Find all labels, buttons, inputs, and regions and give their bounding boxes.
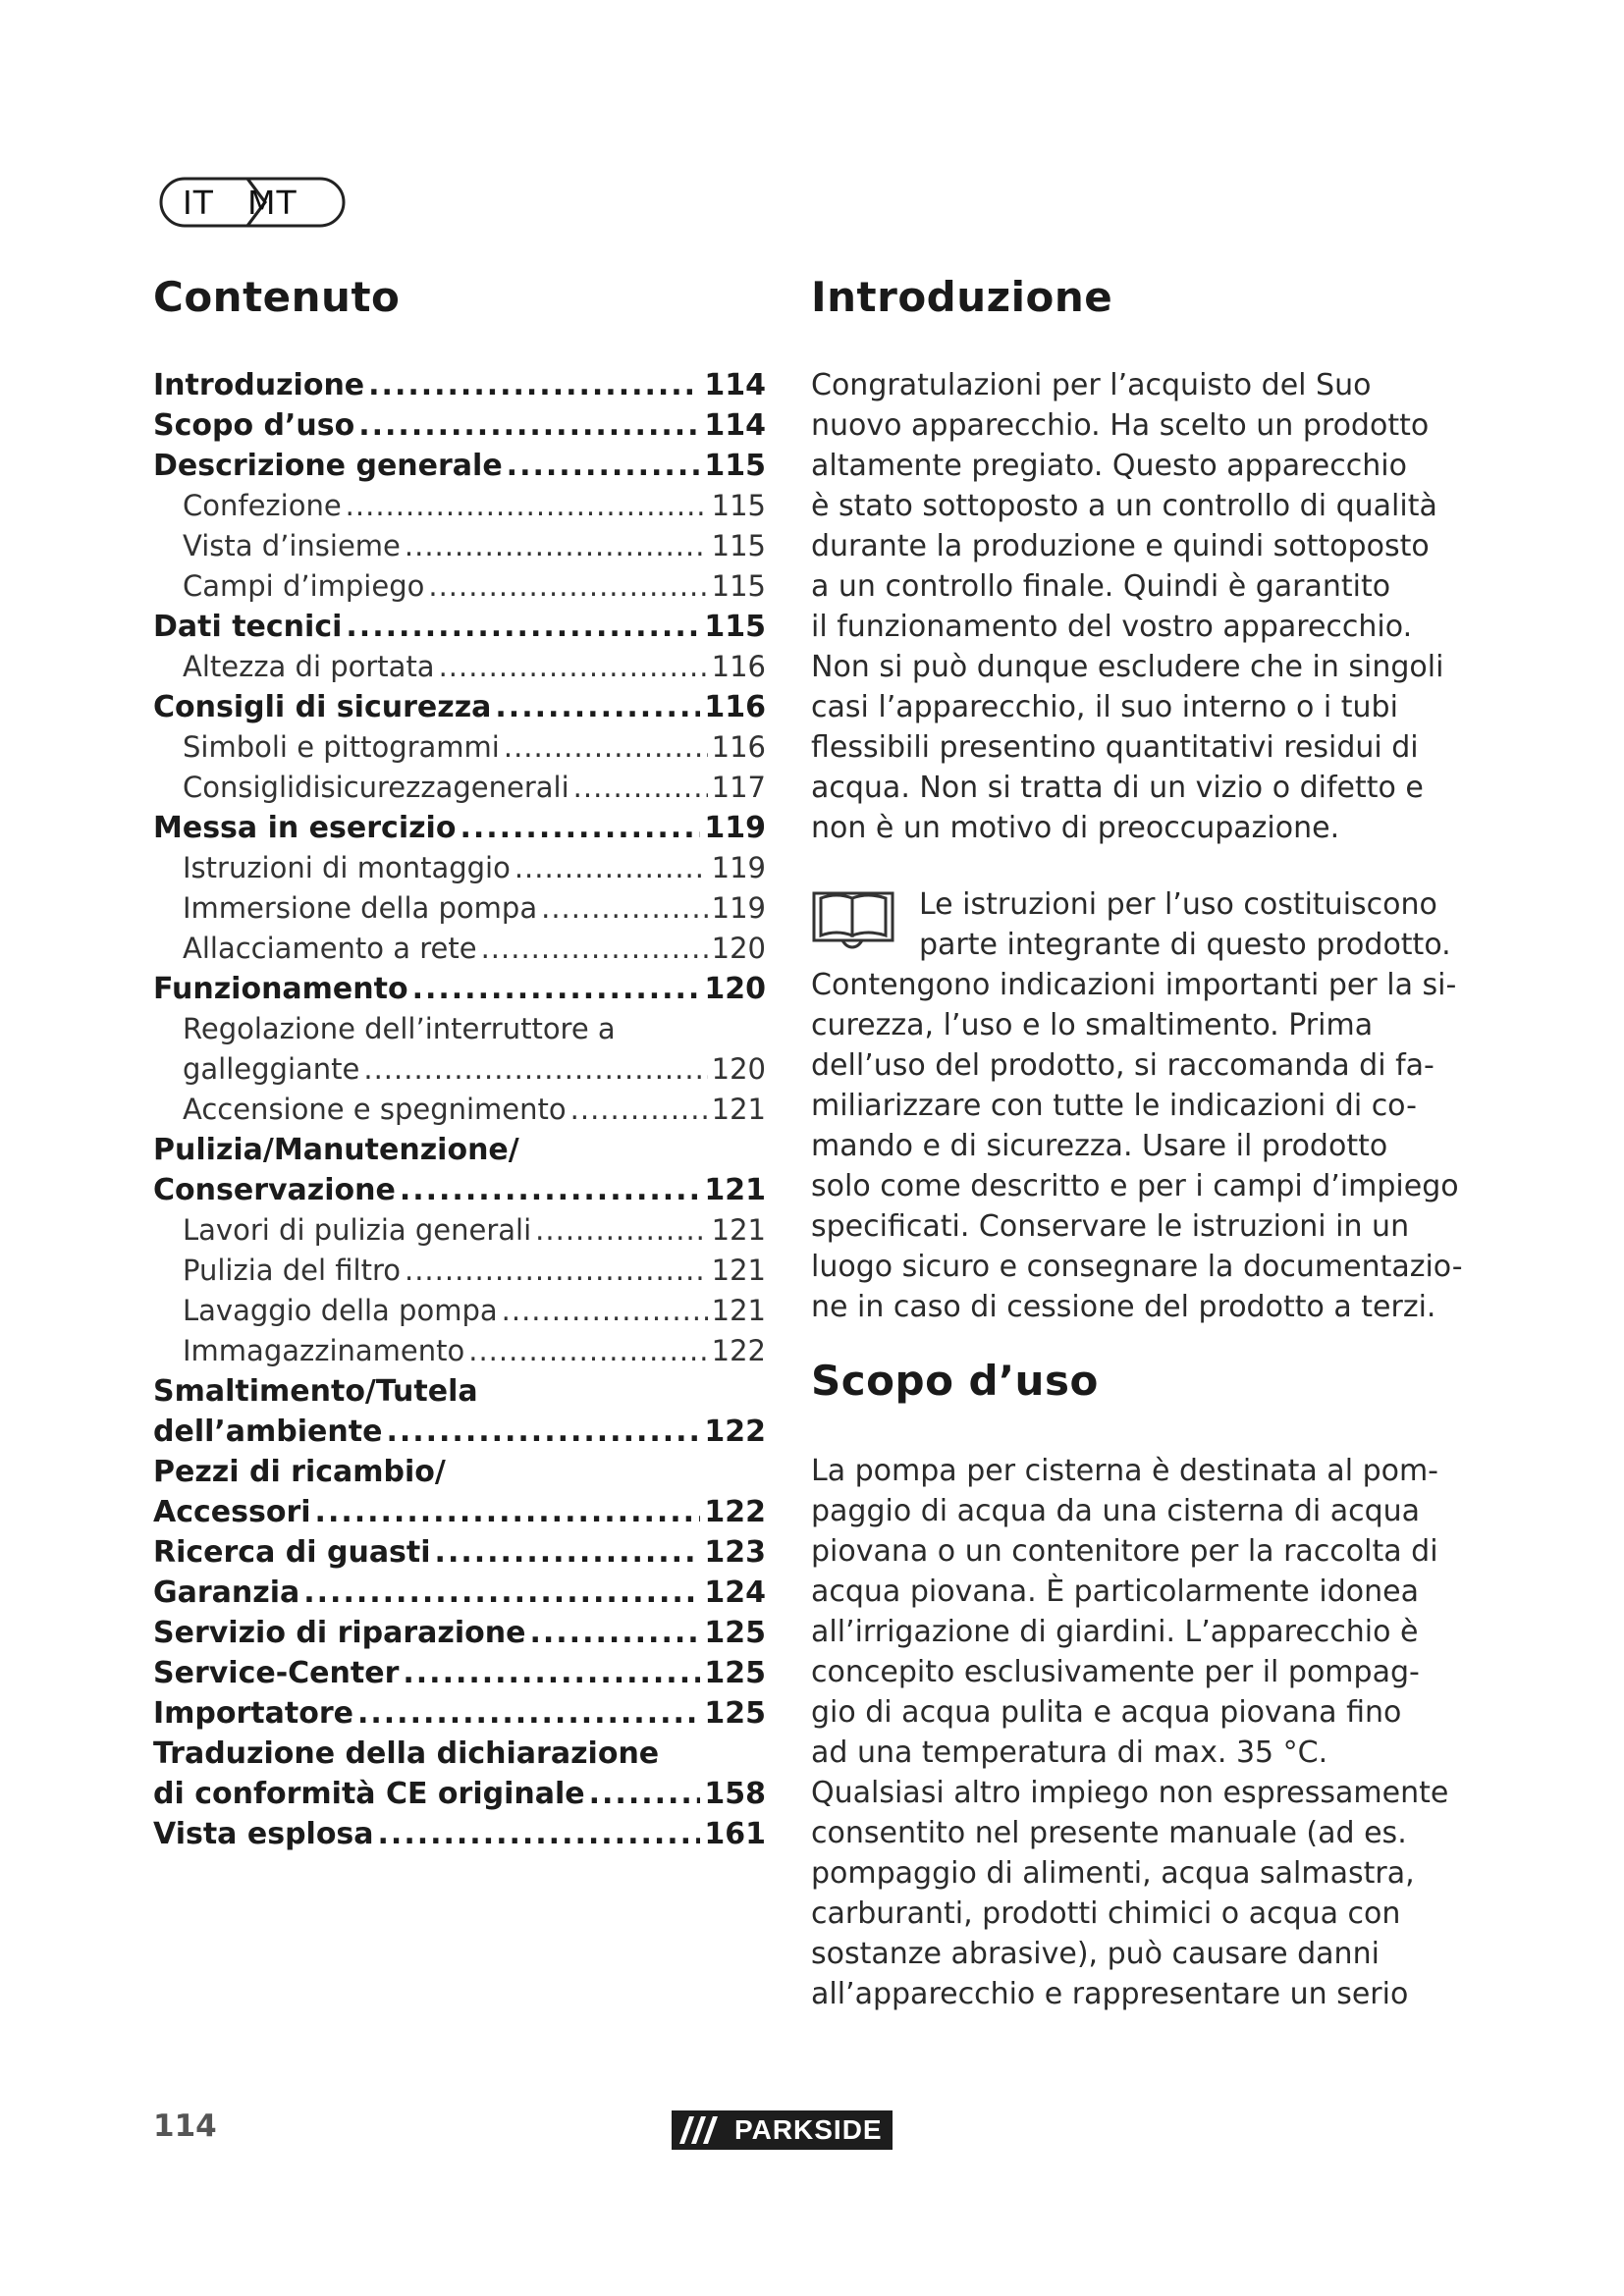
- introduzione-title: Introduzione: [811, 273, 1113, 321]
- manual-note: [811, 884, 1463, 1327]
- table-of-contents: [153, 365, 766, 1854]
- toc-entry-page: 123: [704, 1535, 766, 1570]
- toc-entry-text: dell’ambiente: [153, 1415, 383, 1449]
- text-line: pompaggio di alimenti, acqua salmastra,: [811, 1856, 1415, 1891]
- toc-entry: [153, 1130, 766, 1170]
- toc-entry-text: Immersione della pompa: [183, 891, 538, 925]
- text-line: a un controllo finale. Quindi è garantito: [811, 569, 1391, 604]
- toc-entry-text: Accessori: [153, 1495, 311, 1529]
- toc-entry-page: 115: [704, 449, 766, 483]
- toc-dot-leader: [303, 1573, 700, 1613]
- toc-entry-text: Istruzioni di montaggio: [183, 851, 511, 884]
- toc-entry-page: 121: [711, 1254, 766, 1287]
- toc-entry-text: Lavaggio della pompa: [183, 1294, 498, 1327]
- text-line: durante la produzione e quindi sottoposto: [811, 529, 1430, 563]
- toc-entry-text: Allacciamento a rete: [183, 932, 477, 965]
- toc-entry: [153, 1774, 766, 1814]
- toc-entry-page: 120: [704, 972, 766, 1006]
- toc-entry-text: Descrizione generale: [153, 449, 503, 483]
- toc-entry: [153, 526, 766, 566]
- toc-entry: [153, 1049, 766, 1090]
- toc-entry-text: Lavori di pulizia generali: [183, 1213, 532, 1247]
- toc-entry-page: 119: [704, 811, 766, 845]
- scopo-uso-paragraph: [811, 1451, 1449, 2014]
- toc-entry-text: Servizio di riparazione: [153, 1616, 526, 1650]
- toc-entry: [153, 1090, 766, 1130]
- toc-entry-text: di conformità CE originale: [153, 1777, 585, 1811]
- toc-entry: [153, 486, 766, 526]
- toc-entry-page: 117: [711, 771, 766, 804]
- toc-entry: [153, 1371, 766, 1412]
- toc-dot-leader: [428, 566, 707, 607]
- text-line: all’irrigazione di giardini. L’apparecchio è: [811, 1615, 1419, 1649]
- toc-entry-text: Pulizia del filtro: [183, 1254, 401, 1287]
- toc-entry-text: Vista esplosa: [153, 1817, 374, 1851]
- toc-dot-leader: [346, 486, 708, 526]
- text-line: paggio di acqua da una cisterna di acqua: [811, 1494, 1421, 1528]
- toc-entry-page: 115: [704, 610, 766, 644]
- toc-entry-text: Introduzione: [153, 368, 365, 402]
- toc-entry: [153, 1693, 766, 1734]
- logo-stripes-icon: [672, 2110, 727, 2150]
- text-line: all’apparecchio e rappresentare un serio: [811, 1977, 1409, 2011]
- toc-entry: [153, 1251, 766, 1291]
- toc-entry-text: Garanzia: [153, 1575, 300, 1610]
- text-line: luogo sicuro e consegnare la documentazio-: [811, 1250, 1463, 1284]
- toc-entry-text: Simboli e pittogrammi: [183, 730, 500, 764]
- toc-entry-page: 121: [711, 1213, 766, 1247]
- toc-entry-page: 121: [711, 1294, 766, 1327]
- toc-entry-page: 119: [711, 891, 766, 925]
- toc-entry: [153, 607, 766, 647]
- language-code-mt: MT: [247, 184, 298, 222]
- toc-entry-page: 114: [704, 368, 766, 402]
- toc-entry: [153, 647, 766, 687]
- toc-dot-leader: [481, 929, 708, 969]
- toc-entry-page: 122: [704, 1415, 766, 1449]
- toc-entry-text: Importatore: [153, 1696, 353, 1731]
- toc-entry: [153, 1452, 766, 1492]
- toc-dot-leader: [357, 1693, 700, 1734]
- toc-entry-page: 121: [704, 1173, 766, 1207]
- toc-entry: [153, 1814, 766, 1854]
- toc-entry-page: 120: [711, 932, 766, 965]
- text-line: acqua. Non si tratta di un vizio o difetto e: [811, 771, 1424, 805]
- toc-dot-leader: [358, 405, 700, 446]
- text-line: sostanze abrasive), può causare danni: [811, 1937, 1380, 1971]
- text-line: consentito nel presente manuale (ad es.: [811, 1816, 1407, 1850]
- toc-entry-page: 115: [711, 529, 766, 562]
- text-line: flessibili presentino quantitativi residui di: [811, 730, 1419, 765]
- toc-entry: [153, 687, 766, 727]
- toc-entry-text: Pulizia/Manutenzione/: [153, 1133, 519, 1167]
- toc-entry: [153, 888, 766, 929]
- text-line: gio di acqua pulita e acqua piovana fino: [811, 1695, 1402, 1730]
- toc-entry: [153, 969, 766, 1009]
- text-line: ne in caso di cessione del prodotto a terzi.: [811, 1290, 1436, 1324]
- language-code-it: IT: [183, 184, 214, 222]
- toc-entry-text: Messa in esercizio: [153, 811, 457, 845]
- text-line: ad una temperatura di max. 35 °C.: [811, 1735, 1328, 1770]
- toc-entry-page: 115: [711, 489, 766, 522]
- text-line: nuovo apparecchio. Ha scelto un prodotto: [811, 408, 1430, 443]
- text-line: Congratulazioni per l’acquisto del Suo: [811, 368, 1372, 402]
- toc-entry: [153, 1331, 766, 1371]
- toc-dot-leader: [435, 1532, 701, 1573]
- text-line: specificati. Conservare le istruzioni in un: [811, 1209, 1410, 1244]
- language-badge: [155, 175, 352, 230]
- toc-entry-page: 122: [704, 1495, 766, 1529]
- toc-entry: [153, 1492, 766, 1532]
- toc-dot-leader: [405, 1251, 708, 1291]
- toc-title: Contenuto: [153, 273, 401, 321]
- text-line: solo come descritto e per i campi d’impiego: [811, 1169, 1459, 1203]
- toc-entry-page: 115: [711, 569, 766, 603]
- text-line: mando e di sicurezza. Usare il prodotto: [811, 1129, 1388, 1163]
- toc-entry: [153, 1009, 766, 1049]
- toc-entry-text: Campi d’impiego: [183, 569, 425, 603]
- toc-dot-leader: [315, 1492, 701, 1532]
- toc-entry-page: 125: [704, 1616, 766, 1650]
- toc-entry-page: 116: [711, 650, 766, 683]
- toc-entry: [153, 365, 766, 405]
- toc-entry: [153, 929, 766, 969]
- toc-dot-leader: [535, 1210, 707, 1251]
- toc-dot-leader: [363, 1049, 707, 1090]
- toc-entry: [153, 1573, 766, 1613]
- toc-entry-text: Smaltimento/Tutela: [153, 1374, 478, 1409]
- toc-entry-text: Scopo d’uso: [153, 408, 355, 443]
- toc-entry-page: 125: [704, 1656, 766, 1690]
- brand-name: PARKSIDE: [727, 2110, 893, 2150]
- text-line: Contengono indicazioni importanti per la si-: [811, 968, 1457, 1002]
- toc-dot-leader: [529, 1613, 700, 1653]
- toc-dot-leader: [439, 647, 708, 687]
- toc-entry-page: 158: [704, 1777, 766, 1811]
- toc-dot-leader: [514, 848, 708, 888]
- toc-entry-page: 125: [704, 1696, 766, 1731]
- toc-dot-leader: [504, 727, 708, 768]
- note-paragraph: [811, 884, 1463, 1327]
- toc-entry-text: Accensione e spegnimento: [183, 1093, 567, 1126]
- toc-dot-leader: [541, 888, 708, 929]
- toc-entry: [153, 848, 766, 888]
- text-line: piovana o un contenitore per la raccolta di: [811, 1534, 1438, 1569]
- toc-entry-text: Regolazione dell’interruttore a: [183, 1012, 616, 1045]
- toc-entry-text: galleggiante: [183, 1052, 360, 1086]
- toc-entry-text: Pezzi di ricambio/: [153, 1455, 446, 1489]
- text-line: è stato sottoposto a un controllo di qualità: [811, 489, 1437, 523]
- toc-entry: [153, 768, 766, 808]
- toc-entry: [153, 1210, 766, 1251]
- toc-entry: [153, 808, 766, 848]
- toc-entry-page: 116: [711, 730, 766, 764]
- text-line: carburanti, prodotti chimici o acqua con: [811, 1896, 1401, 1931]
- toc-dot-leader: [403, 1653, 700, 1693]
- toc-entry-text: Funzionamento: [153, 972, 408, 1006]
- toc-entry: [153, 1532, 766, 1573]
- toc-entry-page: 119: [711, 851, 766, 884]
- parkside-logo: [672, 2110, 893, 2150]
- text-line: casi l’apparecchio, il suo interno o i tubi: [811, 690, 1398, 724]
- toc-dot-leader: [573, 768, 708, 808]
- toc-dot-leader: [386, 1412, 700, 1452]
- text-line: La pompa per cisterna è destinata al pom-: [811, 1454, 1439, 1488]
- text-line: il funzionamento del vostro apparecchio.: [811, 610, 1413, 644]
- text-line: acqua piovana. È particolarmente idonea: [811, 1575, 1419, 1609]
- toc-entry-text: Immagazzinamento: [183, 1334, 465, 1367]
- toc-dot-leader: [346, 607, 700, 647]
- text-line: parte integrante di questo prodotto.: [919, 928, 1451, 962]
- text-line: non è un motivo di preoccupazione.: [811, 811, 1340, 845]
- toc-dot-leader: [405, 526, 708, 566]
- toc-dot-leader: [570, 1090, 708, 1130]
- toc-entry-page: 120: [711, 1052, 766, 1086]
- toc-entry: [153, 1170, 766, 1210]
- toc-entry-page: 161: [704, 1817, 766, 1851]
- toc-entry-page: 121: [711, 1093, 766, 1126]
- toc-entry-page: 122: [711, 1334, 766, 1367]
- toc-entry-text: Dati tecnici: [153, 610, 343, 644]
- text-line: altamente pregiato. Questo apparecchio: [811, 449, 1407, 483]
- toc-entry-text: Conservazione: [153, 1173, 396, 1207]
- toc-dot-leader: [368, 365, 700, 405]
- toc-entry-text: Consigli di sicurezza: [153, 690, 492, 724]
- text-line: miliarizzare con tutte le indicazioni di co-: [811, 1089, 1417, 1123]
- toc-entry: [153, 1613, 766, 1653]
- toc-entry-text: Confezione: [183, 489, 342, 522]
- page-number: 114: [153, 2109, 217, 2144]
- text-line: Le istruzioni per l’uso costituiscono: [919, 887, 1437, 922]
- toc-entry: [153, 566, 766, 607]
- text-line: concepito esclusivamente per il pompag-: [811, 1655, 1420, 1689]
- toc-entry: [153, 446, 766, 486]
- toc-dot-leader: [412, 969, 701, 1009]
- toc-entry-page: 124: [704, 1575, 766, 1610]
- toc-entry: [153, 405, 766, 446]
- toc-entry: [153, 1412, 766, 1452]
- text-line: Qualsiasi altro impiego non espressamente: [811, 1776, 1449, 1810]
- toc-entry: [153, 1653, 766, 1693]
- toc-dot-leader: [378, 1814, 701, 1854]
- toc-dot-leader: [507, 446, 701, 486]
- toc-entry-page: 116: [704, 690, 766, 724]
- toc-entry-text: Traduzione della dichiarazione: [153, 1736, 660, 1771]
- text-line: curezza, l’uso e lo smaltimento. Prima: [811, 1008, 1374, 1042]
- toc-entry: [153, 727, 766, 768]
- toc-dot-leader: [495, 687, 700, 727]
- toc-dot-leader: [468, 1331, 707, 1371]
- toc-dot-leader: [502, 1291, 708, 1331]
- toc-entry: [153, 1734, 766, 1774]
- toc-dot-leader: [589, 1774, 701, 1814]
- toc-entry-text: Ricerca di guasti: [153, 1535, 431, 1570]
- book-icon: [811, 890, 895, 951]
- scopo-uso-title: Scopo d’uso: [811, 1357, 1099, 1405]
- toc-entry-page: 114: [704, 408, 766, 443]
- introduzione-paragraph: [811, 365, 1444, 848]
- toc-entry-text: Service-Center: [153, 1656, 400, 1690]
- text-line: Non si può dunque escludere che in singoli: [811, 650, 1444, 684]
- toc-entry-text: Vista d’insieme: [183, 529, 401, 562]
- text-line: dell’uso del prodotto, si raccomanda di fa-: [811, 1048, 1435, 1083]
- toc-dot-leader: [460, 808, 700, 848]
- toc-entry-text: Consiglidisicurezzagenerali: [183, 771, 569, 804]
- toc-entry: [153, 1291, 766, 1331]
- toc-dot-leader: [400, 1170, 701, 1210]
- toc-entry-text: Altezza di portata: [183, 650, 435, 683]
